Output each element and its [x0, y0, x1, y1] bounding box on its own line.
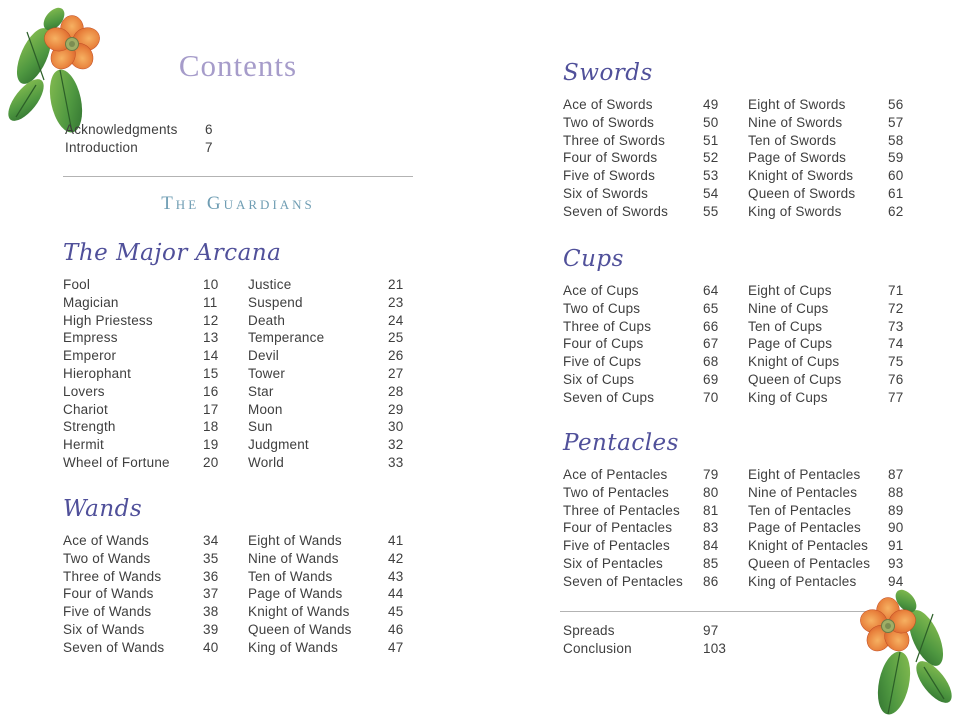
- wands-column-1: [63, 532, 248, 657]
- toc-entry-page: 67: [703, 336, 719, 352]
- toc-entry: [248, 365, 433, 383]
- toc-entry: [63, 383, 248, 401]
- toc-entry-label: Death: [248, 312, 286, 328]
- toc-entry-page: 87: [888, 467, 904, 482]
- toc-entry-label: Six of Wands: [63, 621, 145, 637]
- toc-entry: [748, 519, 933, 537]
- toc-entry-page: 73: [888, 318, 904, 334]
- toc-entry-page: 62: [888, 203, 904, 219]
- toc-entry: [748, 114, 933, 132]
- toc-entry: [563, 371, 748, 389]
- toc-entry-page: 21: [388, 277, 404, 292]
- toc-entry: [563, 555, 748, 573]
- toc-entry-page: 84: [703, 538, 719, 554]
- toc-entry-label: Two of Pentacles: [563, 484, 670, 500]
- toc-entry: [65, 121, 415, 139]
- toc-entry-label: Three of Cups: [563, 318, 652, 334]
- toc-entry-page: 53: [703, 168, 719, 184]
- toc-entry-page: 7: [205, 139, 213, 155]
- swords-column-1: [563, 96, 748, 221]
- toc-entry: [248, 329, 433, 347]
- section-pentacles: [563, 428, 938, 591]
- section-major-arcana: [63, 238, 438, 472]
- toc-entry-label: Ten of Cups: [748, 318, 823, 334]
- toc-entry-label: Page of Pentacles: [748, 520, 861, 536]
- toc-entry-page: 46: [388, 621, 404, 637]
- toc-entry-page: 33: [388, 454, 404, 470]
- toc-entry: [248, 639, 433, 657]
- toc-entry-label: Empress: [63, 330, 118, 346]
- toc-entry-label: Page of Swords: [748, 150, 847, 166]
- toc-entry-page: 88: [888, 484, 904, 500]
- toc-entry-label: Judgment: [248, 437, 309, 453]
- toc-entry: [563, 519, 748, 537]
- section-swords: [563, 58, 938, 221]
- toc-entry-page: 69: [703, 371, 719, 387]
- toc-entry: [563, 203, 748, 221]
- section-heading-swords: Swords: [563, 60, 653, 86]
- toc-entry-page: 19: [203, 437, 219, 453]
- divider-rule-right: [560, 611, 871, 612]
- toc-entry: [563, 318, 748, 336]
- toc-entry: [563, 167, 748, 185]
- toc-entry: [748, 335, 933, 353]
- toc-entry-page: 41: [388, 533, 404, 548]
- toc-entry-label: Seven of Swords: [563, 203, 669, 219]
- major-arcana-column-1: [63, 276, 248, 472]
- toc-entry: [748, 203, 933, 221]
- toc-entry: [563, 149, 748, 167]
- section-heading-wands: Wands: [63, 496, 143, 522]
- divider-rule-left: [63, 176, 413, 177]
- flower-illustration-bottom-right: [848, 586, 952, 716]
- toc-entry-page: 72: [888, 300, 904, 316]
- toc-entry: [63, 329, 248, 347]
- pentacles-column-2: [748, 466, 933, 591]
- toc-entry-label: Moon: [248, 401, 283, 417]
- toc-entry-page: 43: [388, 568, 404, 584]
- toc-entry: [563, 353, 748, 371]
- toc-entry-page: 37: [203, 586, 219, 602]
- toc-entry: [248, 568, 433, 586]
- toc-entry-label: Ace of Swords: [563, 97, 653, 112]
- toc-entry-label: Nine of Pentacles: [748, 484, 858, 500]
- toc-entry-label: Page of Cups: [748, 336, 833, 352]
- toc-entry-page: 85: [703, 555, 719, 571]
- toc-entry: [63, 454, 248, 472]
- toc-entry: [748, 371, 933, 389]
- toc-entry: [563, 335, 748, 353]
- toc-entry-page: 42: [388, 550, 404, 566]
- toc-entry-page: 40: [203, 639, 219, 655]
- toc-entry-page: 27: [388, 365, 404, 381]
- toc-entry: [563, 282, 748, 300]
- toc-entry: [563, 502, 748, 520]
- toc-entry-label: Temperance: [248, 330, 325, 346]
- section-heading-major-arcana: The Major Arcana: [63, 240, 282, 266]
- toc-entry-label: Emperor: [63, 348, 117, 364]
- toc-entry-page: 26: [388, 348, 404, 364]
- toc-entry: [248, 276, 433, 294]
- toc-entry-label: King of Cups: [748, 389, 828, 405]
- toc-entry-page: 10: [203, 277, 219, 292]
- toc-entry-label: Seven of Pentacles: [563, 573, 683, 589]
- toc-entry-label: Ace of Cups: [563, 283, 639, 298]
- toc-entry-page: 50: [703, 114, 719, 130]
- toc-entry-page: 23: [388, 294, 404, 310]
- toc-entry-page: 68: [703, 354, 719, 370]
- toc-entry-page: 38: [203, 604, 219, 620]
- toc-entry: [63, 365, 248, 383]
- toc-entry-page: 30: [388, 419, 404, 435]
- toc-entry-label: Four of Wands: [63, 586, 154, 602]
- toc-entry-label: Ace of Wands: [63, 533, 149, 548]
- section-heading-cups: Cups: [563, 246, 624, 272]
- toc-entry-label: Four of Cups: [563, 336, 644, 352]
- toc-entry-page: 18: [203, 419, 219, 435]
- toc-entry: [248, 294, 433, 312]
- section-heading-pentacles: Pentacles: [563, 430, 679, 456]
- toc-entry: [748, 318, 933, 336]
- wands-column-2: [248, 532, 433, 657]
- toc-entry-label: Ten of Swords: [748, 132, 837, 148]
- toc-entry-label: Nine of Swords: [748, 114, 843, 130]
- toc-entry-label: Six of Cups: [563, 371, 635, 387]
- toc-entry: [63, 312, 248, 330]
- front-matter-list: [65, 121, 415, 157]
- toc-entry-label: Knight of Wands: [248, 604, 350, 620]
- toc-entry-page: 35: [203, 550, 219, 566]
- toc-entry-page: 57: [888, 114, 904, 130]
- toc-entry-label: Queen of Cups: [748, 371, 842, 387]
- toc-entry: [63, 603, 248, 621]
- page-title: Contents: [178, 48, 298, 83]
- toc-entry: [63, 532, 248, 550]
- toc-entry-label: Eight of Wands: [248, 533, 342, 548]
- toc-entry-page: 14: [203, 348, 219, 364]
- toc-entry-label: Four of Pentacles: [563, 520, 673, 536]
- toc-entry-label: Nine of Cups: [748, 300, 829, 316]
- toc-entry-label: Two of Wands: [63, 550, 151, 566]
- toc-entry-label: Suspend: [248, 294, 303, 310]
- toc-entry: [748, 353, 933, 371]
- toc-entry-page: 15: [203, 365, 219, 381]
- toc-entry-page: 52: [703, 150, 719, 166]
- toc-entry-page: 28: [388, 383, 404, 399]
- toc-entry-page: 97: [703, 623, 719, 638]
- toc-entry: [748, 132, 933, 150]
- toc-entry-label: Conclusion: [563, 640, 632, 656]
- toc-entry-page: 86: [703, 573, 719, 589]
- toc-entry-page: 34: [203, 533, 219, 548]
- toc-entry: [748, 167, 933, 185]
- toc-entry-label: Six of Swords: [563, 185, 649, 201]
- pentacles-column-1: [563, 466, 748, 591]
- toc-entry-label: Fool: [63, 277, 91, 292]
- toc-entry-page: 79: [703, 467, 719, 482]
- cups-column-2: [748, 282, 933, 407]
- toc-entry-page: 13: [203, 330, 219, 346]
- toc-entry: [748, 96, 933, 114]
- toc-entry-label: King of Swords: [748, 203, 842, 219]
- toc-entry-page: 54: [703, 185, 719, 201]
- toc-entry-label: Two of Cups: [563, 300, 641, 316]
- toc-entry-label: High Priestess: [63, 312, 153, 328]
- toc-entry-page: 20: [203, 454, 219, 470]
- toc-entry: [63, 639, 248, 657]
- section-cups: [563, 244, 938, 407]
- toc-entry-page: 91: [888, 538, 904, 554]
- toc-entry: [748, 389, 933, 407]
- toc-entry-label: Justice: [248, 277, 292, 292]
- toc-entry: [748, 555, 933, 573]
- toc-entry: [63, 436, 248, 454]
- toc-entry-label: Sun: [248, 419, 273, 435]
- toc-entry: [63, 621, 248, 639]
- toc-entry-page: 16: [203, 383, 219, 399]
- toc-entry-label: Knight of Pentacles: [748, 538, 869, 554]
- toc-entry: [63, 550, 248, 568]
- toc-entry: [563, 389, 748, 407]
- toc-entry-label: Eight of Pentacles: [748, 467, 861, 482]
- toc-entry-page: 64: [703, 283, 719, 298]
- toc-entry-page: 56: [888, 97, 904, 112]
- toc-entry-label: Star: [248, 383, 274, 399]
- toc-entry-page: 77: [888, 389, 904, 405]
- toc-entry-page: 75: [888, 354, 904, 370]
- part-heading: The Guardians: [161, 193, 315, 214]
- toc-entry-page: 44: [388, 586, 404, 602]
- toc-entry-label: Seven of Wands: [63, 639, 165, 655]
- toc-entry-page: 71: [888, 283, 904, 298]
- toc-entry-label: Knight of Swords: [748, 168, 854, 184]
- toc-entry-page: 80: [703, 484, 719, 500]
- toc-entry-label: Wheel of Fortune: [63, 454, 170, 470]
- toc-entry: [248, 312, 433, 330]
- toc-entry: [248, 436, 433, 454]
- toc-entry-page: 70: [703, 389, 719, 405]
- toc-entry: [248, 383, 433, 401]
- toc-entry-page: 65: [703, 300, 719, 316]
- toc-entry: [748, 149, 933, 167]
- toc-entry-label: Three of Wands: [63, 568, 162, 584]
- toc-entry: [248, 550, 433, 568]
- toc-entry-page: 55: [703, 203, 719, 219]
- toc-entry-label: Eight of Cups: [748, 283, 832, 298]
- toc-entry-label: Six of Pentacles: [563, 555, 664, 571]
- toc-entry-label: Ace of Pentacles: [563, 467, 668, 482]
- toc-entry-page: 59: [888, 150, 904, 166]
- toc-entry-page: 93: [888, 555, 904, 571]
- toc-entry-label: Queen of Swords: [748, 185, 856, 201]
- toc-entry-page: 11: [203, 294, 218, 310]
- toc-entry-label: Devil: [248, 348, 280, 364]
- toc-entry: [748, 502, 933, 520]
- section-wands: [63, 494, 438, 657]
- toc-entry: [563, 484, 748, 502]
- toc-entry-page: 81: [703, 502, 719, 518]
- toc-entry: [248, 532, 433, 550]
- toc-entry-page: 39: [203, 621, 219, 637]
- toc-entry-label: Three of Swords: [563, 132, 666, 148]
- toc-entry-label: Acknowledgments: [65, 122, 178, 137]
- toc-entry-page: 58: [888, 132, 904, 148]
- toc-entry-label: Ten of Pentacles: [748, 502, 852, 518]
- toc-entry-label: Queen of Wands: [248, 621, 352, 637]
- toc-entry-page: 36: [203, 568, 219, 584]
- toc-entry-page: 51: [703, 132, 719, 148]
- toc-entry: [63, 294, 248, 312]
- toc-entry: [248, 621, 433, 639]
- toc-entry-label: Ten of Wands: [248, 568, 333, 584]
- toc-entry: [248, 401, 433, 419]
- toc-entry: [748, 300, 933, 318]
- toc-entry-label: Five of Wands: [63, 604, 152, 620]
- swords-column-2: [748, 96, 933, 221]
- toc-entry: [248, 347, 433, 365]
- toc-entry-label: Five of Pentacles: [563, 538, 670, 554]
- toc-entry-page: 24: [388, 312, 404, 328]
- toc-entry-label: Strength: [63, 419, 116, 435]
- toc-entry-label: Five of Swords: [563, 168, 656, 184]
- toc-entry-page: 103: [703, 640, 727, 656]
- toc-entry: [748, 537, 933, 555]
- toc-entry-label: World: [248, 454, 285, 470]
- toc-entry: [748, 185, 933, 203]
- toc-entry-label: Five of Cups: [563, 354, 642, 370]
- toc-entry-label: Page of Wands: [248, 586, 343, 602]
- toc-entry-label: Seven of Cups: [563, 389, 655, 405]
- toc-entry: [63, 568, 248, 586]
- toc-entry-label: Knight of Cups: [748, 354, 840, 370]
- toc-entry: [563, 300, 748, 318]
- toc-entry-label: Hierophant: [63, 365, 132, 381]
- toc-entry: [563, 132, 748, 150]
- toc-entry-page: 45: [388, 604, 404, 620]
- toc-entry: [563, 537, 748, 555]
- toc-entry: [63, 347, 248, 365]
- toc-entry: [248, 585, 433, 603]
- page-right: [480, 0, 960, 720]
- toc-entry-page: 61: [888, 185, 904, 201]
- toc-entry-label: Chariot: [63, 401, 108, 417]
- toc-entry-label: Two of Swords: [563, 114, 655, 130]
- toc-entry: [563, 96, 748, 114]
- toc-entry-page: 12: [203, 312, 219, 328]
- toc-entry-page: 89: [888, 502, 904, 518]
- toc-entry-label: Lovers: [63, 383, 105, 399]
- toc-entry-label: King of Pentacles: [748, 573, 857, 589]
- toc-entry-label: Introduction: [65, 139, 138, 155]
- toc-entry: [65, 139, 415, 157]
- toc-entry: [748, 484, 933, 502]
- toc-entry: [248, 603, 433, 621]
- toc-entry-page: 29: [388, 401, 404, 417]
- toc-entry-page: 90: [888, 520, 904, 536]
- toc-entry: [563, 466, 748, 484]
- toc-entry-label: Spreads: [563, 623, 615, 638]
- toc-entry: [748, 466, 933, 484]
- toc-entry-page: 47: [388, 639, 404, 655]
- toc-entry-label: Nine of Wands: [248, 550, 339, 566]
- toc-entry-page: 25: [388, 330, 404, 346]
- toc-entry-label: King of Wands: [248, 639, 338, 655]
- toc-entry-page: 32: [388, 437, 404, 453]
- toc-entry-page: 49: [703, 97, 719, 112]
- toc-entry-page: 17: [203, 401, 219, 417]
- toc-entry: [63, 401, 248, 419]
- toc-entry: [248, 418, 433, 436]
- toc-entry-page: 74: [888, 336, 904, 352]
- toc-entry-page: 60: [888, 168, 904, 184]
- toc-entry: [563, 114, 748, 132]
- toc-entry-label: Eight of Swords: [748, 97, 846, 112]
- toc-entry: [63, 276, 248, 294]
- toc-entry: [563, 573, 748, 591]
- toc-entry-label: Magician: [63, 294, 119, 310]
- toc-entry-page: 6: [205, 122, 213, 137]
- toc-entry: [63, 585, 248, 603]
- toc-entry: [563, 185, 748, 203]
- toc-entry-page: 76: [888, 371, 904, 387]
- toc-entry-page: 94: [888, 573, 904, 589]
- toc-entry-label: Tower: [248, 365, 286, 381]
- toc-entry-label: Four of Swords: [563, 150, 658, 166]
- toc-entry: [748, 282, 933, 300]
- toc-entry-page: 66: [703, 318, 719, 334]
- toc-entry-label: Three of Pentacles: [563, 502, 680, 518]
- cups-column-1: [563, 282, 748, 407]
- toc-entry-label: Hermit: [63, 437, 104, 453]
- toc-entry: [63, 418, 248, 436]
- toc-entry-page: 83: [703, 520, 719, 536]
- toc-entry-label: Queen of Pentacles: [748, 555, 871, 571]
- toc-entry: [248, 454, 433, 472]
- major-arcana-column-2: [248, 276, 433, 472]
